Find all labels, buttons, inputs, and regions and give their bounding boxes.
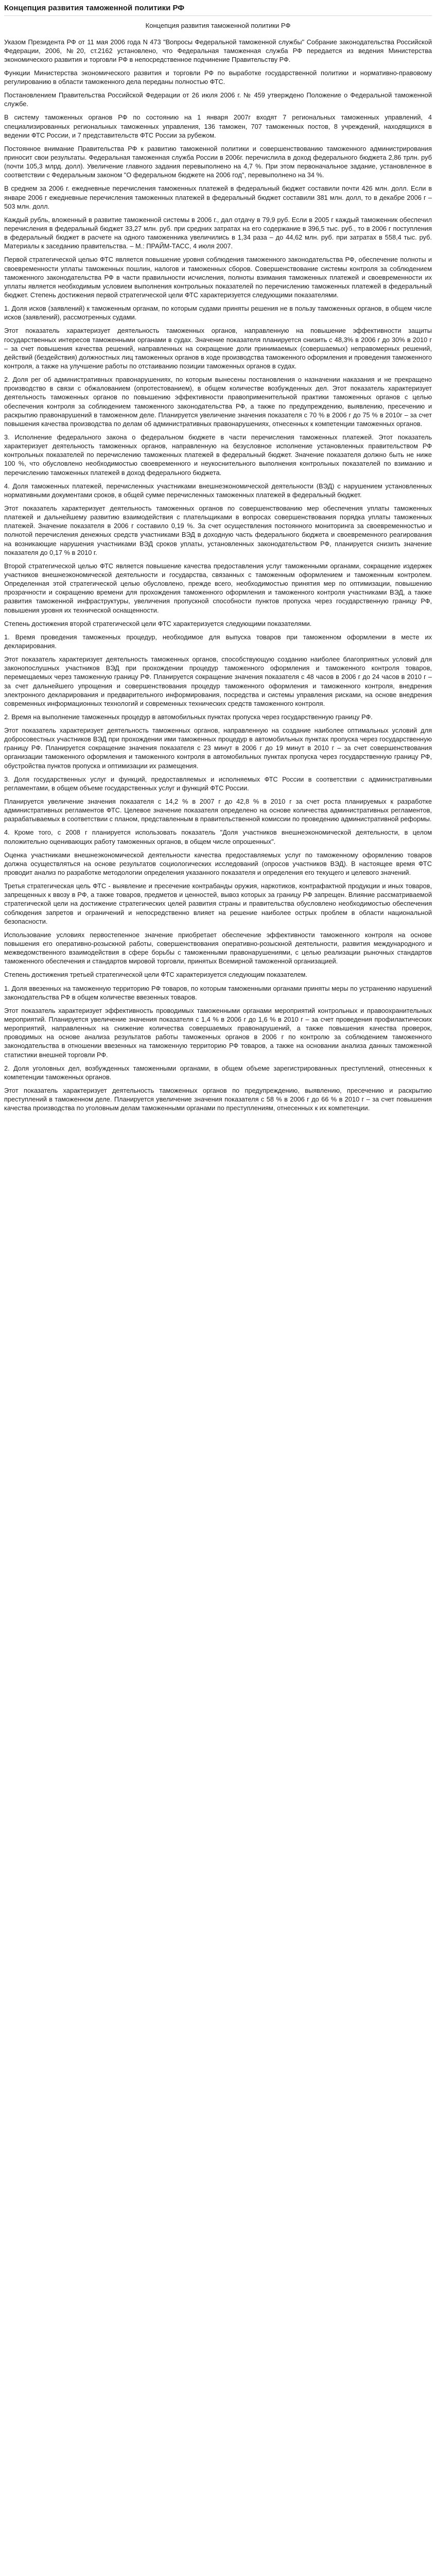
article-paragraph: Указом Президента РФ от 11 мая 2006 года N 473 "Вопросы Федеральной таможенной службы" Собрание законодательства Российской Федерации, 2006, №20, ст.2162 установлено, что Федеральная таможенная служба РФ передается из ведения Министерства экономического развития и торговли РФ в непосредственное подчинение Правительству РФ. bbox=[4, 38, 432, 63]
article-paragraph: Этот показатель характеризует деятельность таможенных органов, направленную на повышение эффективности защиты государственных интересов таможенными органами в судах. Значение показателя планируется снизить с 48,3% в 2006 г до 30% в 2010 г – за счет повышения качества решений, направленных на сокращение доли принимаемых (совершаемых) неправомерных решений, действий (бездействия) должностных лиц таможенных органов в ходе производства таможенного оформления и проведения таможенного контроля, а также на улучшение работы по отстаиванию позиции таможенных органов в судах. bbox=[4, 327, 432, 370]
article-paragraph: Третья стратегическая цель ФТС - выявление и пресечение контрабанды оружия, наркотиков, контрафактной продукции и иных товаров, запрещенных к ввозу в РФ, а также товаров, предметов и ценностей, вывоз которых за границу РФ запрещен. Влияние рассматриваемой стратегической цели на достижение стратегических целей развития страны и правительства обусловлено необходимостью обеспечения соблюдения запретов и ограничений и непосредственно влияет на решение наиболее острых проблем в области национальной безопасности. bbox=[4, 882, 432, 925]
article-paragraph: 1. Доля исков (заявлений) к таможенным органам, по которым судами приняты решения не в пользу таможенных органов, в общем числе исков (заявлений), рассмотренных судами. bbox=[4, 304, 432, 321]
article-paragraph: Степень достижения второй стратегической цели ФТС характеризуется следующими показателями. bbox=[4, 619, 312, 628]
article-paragraph: Этот показатель характеризует деятельность таможенных органов, направленную на создание наиболее оптимальных условий для добросовестных участников ВЭД при прохождении ими таможенных процедур в автомобильных пунктах пропуска через государственную границу РФ. Планируется сокращение значения показателя с 23 минут в 2006 г до 19 минут в 2010 г – за счет совершенствования организации таможенного оформления и таможенного контроля в автомобильных пунктах пропуска через государственную границу РФ, обустройства пунктов пропуска и оптимизации их размещения. bbox=[4, 726, 432, 770]
article-paragraph: Функции Министерства экономического развития и торговли РФ по выработке государственной политики и нормативно-правовому регулированию в области таможенного дела переданы полностью ФТС. bbox=[4, 69, 432, 86]
article-paragraph: В среднем за 2006 г. ежедневные перечисления таможенных платежей в федеральный бюджет составили почти 426 млн. долл. Если в январе 2006 г ежедневные перечисления таможенных платежей в федеральный бюджет составили 381 млн. долл, то в декабре 2006 г – 503 млн. долл. bbox=[4, 184, 432, 210]
article-paragraph: В систему таможенных органов РФ по состоянию на 1 января 2007г входят 7 региональных таможенных управлений, 4 специализированных региональных таможенных управления, 136 таможен, 707 таможенных постов, 8 учреждений, находящихся в ведении ФТС России, и 7 представительств ФТС России за рубежом. bbox=[4, 113, 432, 139]
article-paragraph: Степень достижения третьей стратегической цели ФТС характеризуется следующим показателем. bbox=[4, 971, 307, 979]
article-paragraph: 1. Время проведения таможенных процедур, необходимое для выпуска товаров при таможенном оформлении в месте их декларирования. bbox=[4, 633, 432, 650]
article-paragraph: Постоянное внимание Правительства РФ к развитию таможенной политики и совершенствованию таможенного администрирования приносит свои результаты. Федеральная таможенная служба России в 2006г. перечислила в доход федерального бюджета 2,86 трлн. руб (почти 105,3 млрд. долл). Увеличение главного задания перевыполнено на 4,7 %. При этом первоначальное задание, установленное в соответствии с Федеральным законом "О федеральном бюджете на 2006 год", перевыполнено на 34 %. bbox=[4, 144, 432, 179]
article-paragraph: Первой стратегической целью ФТС является повышение уровня соблюдения таможенного законодательства РФ, обеспечение полноты и своевременности уплаты таможенных пошлин, налогов и таможенных сборов. Совершенствование системы контроля за соблюдением таможенного законодательства РФ в части правильности исчисления, полноты взимания таможенных платежей и своевременности их уплаты является необходимым условием выполнения контрольных показателей по перечислению таможенных платежей в федеральный бюджет. Степень достижения первой стратегической цели ФТС характеризуется следующими показателями. bbox=[4, 256, 432, 299]
article-paragraph: Второй стратегической целью ФТС является повышение качества предоставления услуг таможенными органами, сокращение издержек участников внешнеэкономической деятельности и государства, связанных с таможенным оформлением и таможенным контролем. Определенная этой стратегической целью обусловлено, прежде всего, необходимостью принятия мер по оптимизации, повышению прозрачности и сокращению времени для прохождения таможенного оформления и таможенного контроля участниками ВЭД, а также развития таможенной инфраструктуры, увеличения пропускной способности пунктов пропуска через государственную границу РФ, повышения уровня их технической оснащенности. bbox=[4, 562, 432, 614]
article-paragraph: Постановлением Правительства Российской Федерации от 26 июля 2006 г. № 459 утверждено Положение о Федеральной таможенной службе. bbox=[4, 91, 432, 108]
article-paragraph: 4. Кроме того, с 2008 г планируется использовать показатель "Доля участников внешнеэкономической деятельности, в целом положительно оценивающих работу таможенных органов, в общем числе опрошенных". bbox=[4, 828, 432, 845]
article-paragraph: Оценка участниками внешнеэкономической деятельности качества предоставляемых услуг по таможенному оформлению товаров должна осуществляться на основе результатов социологических исследований (опросов участников ВЭД). В настоящее время ФТС проводит анализ по разработке методологии определения указанного показателя и определения его текущего и целевого значений. bbox=[4, 851, 432, 877]
article-paragraph: Планируется увеличение значения показателя с 14,2 % в 2007 г до 42,8 % в 2010 г за счет роста планируемых к разработке административных регламентов ФТС. Целевое значение показателя определено на основе количества административных регламентов, разрабатываемых в соответствии с планом, представленным в правительственной комиссии по проведению административной реформы. bbox=[4, 798, 432, 823]
page-heading: Концепция развития таможенной политики РФ bbox=[4, 3, 432, 16]
article-body bbox=[4, 38, 432, 1113]
article-paragraph: 3. Доля государственных услуг и функций, предоставляемых и исполняемых ФТС России в соответствии с административными регламентами, в общем объеме государственных услуг и функций ФТС России. bbox=[4, 775, 432, 792]
document-title: Концепция развития таможенной политики РФ bbox=[145, 22, 291, 30]
page-container bbox=[0, 0, 436, 1121]
article-paragraph: Этот показатель характеризует эффективность проводимых таможенными органами мероприятий контрольных и правоохранительных мероприятий. Планируется увеличение значения показателя с 1,4 % в 2006 г до 1,6 % в 2010 г – за счет проведения профилактических мероприятий, направленных на снижение количества совершаемых правонарушений, а также повышения качества проверок, проводимых на основе анализа результатов работы таможенных органов в 2006 г по контролю за соблюдением таможенного законодательства в отношении ввезенных на таможенную территорию РФ товаров, а также на основании анализа данных таможенной статистики внешней торговли РФ. bbox=[4, 1006, 432, 1059]
article-paragraph: 2. Доля уголовных дел, возбужденных таможенными органами, в общем объеме зарегистрированных преступлений, отнесенных к компетенции таможенных органов. bbox=[4, 1064, 432, 1081]
article-paragraph: 4. Доля таможенных платежей, перечисленных участниками внешнеэкономической деятельности (ВЭД) с нарушением установленных нормативными документами сроков, в общей сумме перечисленных таможенных платежей в федеральный бюджет. bbox=[4, 482, 432, 499]
article-paragraph: 2. Время на выполнение таможенных процедур в автомобильных пунктах пропуска через государственную границу РФ. bbox=[4, 713, 373, 721]
article-paragraph: Этот показатель характеризует деятельность таможенных органов по предупреждению, выявлению, пресечению и раскрытию преступлений в таможенном деле. Планируется увеличение значения показателя с 58 % в 2006 г до 66 % в 2010 г – за счет повышения качества производства по уголовным делам таможенными органами по преступлениям, отнесенных к их компетенции. bbox=[4, 1086, 432, 1112]
article-paragraph: 1. Доля ввезенных на таможенную территорию РФ товаров, по которым таможенными органами приняты меры по устранению нарушений законодательства РФ в общем количестве ввезенных товаров. bbox=[4, 984, 432, 1001]
article-paragraph: 3. Исполнение федерального закона о федеральном бюджете в части перечисления таможенных платежей. Этот показатель характеризует деятельность таможенных органов, направленную на безусловное исполнение установленных правительством РФ контрольных показателей по перечислению таможенных платежей в федеральный бюджет. Значение показателя должно быть не ниже 100 %, что обусловлено необходимостью своевременного и неукоснительного выполнения контрольных показателей по взиманию и перечислению таможенных платежей в доход федерального бюджета. bbox=[4, 433, 432, 477]
article-paragraph: Этот показатель характеризует деятельность таможенных органов, способствующую созданию наиболее благоприятных условий для законопослушных участников ВЭД при прохождении процедур таможенного оформления и таможенного контроля товаров, перемещаемых через таможенную границу РФ. Планируется сокращение значения показателя с 48 часов в 2006 г до 24 часов в 2010 г – за счет дальнейшего упрощения и совершенствования процедур таможенного оформления и таможенного контроля, внедрения электронного декларирования и предварительного информирования, посредства и системы управления рисками, на основе внедрения современных информационных технологий и современных технических средств таможенного контроля. bbox=[4, 655, 432, 707]
article-paragraph: 2. Доля рег об административных правонарушениях, по которым вынесены постановления о назначении наказания и не прекращено производство в связи с обжалованием (опротестованием), в общем количестве возбужденных дел. Этот показатель характеризует деятельность таможенных органов по повышению эффективности правоприменительной практики таможенных органов с целью обеспечения контроля за соблюдением таможенного законодательства РФ, а также по предупреждению, выявлению, пресечению и раскрытию правонарушений в таможенном деле. Планируется увеличение значения показателя с 70 % в 2006 г до 75 % в 2010г – за счет повышения качества производства по делам об административных правонарушениях, отнесенных к компетенции таможенных органов. bbox=[4, 376, 432, 428]
article-paragraph: Использование условиях первостепенное значение приобретает обеспечение эффективности таможенного контроля на основе повышения его оперативно-розыскной работы, совершенствования оперативно-розыскной деятельности, развития международного и межведомственного взаимодействия в сфере борьбы с таможенными правонарушениями, с целью реализации рыночных стандартов таможенного обеспечения и стандартов мировой торговли, принятых Всемирной таможенной организацией. bbox=[4, 930, 432, 965]
article-paragraph: Каждый рубль, вложенный в развитие таможенной системы в 2006 г., дал отдачу в 79,9 руб. Если в 2005 г каждый таможенник обеспечил перечисления в федеральный бюджет 33,27 млн. руб. при средних затратах на его содержание в 396,5 тыс. руб., то в 2006 г поступления в федеральный бюджет в расчете на одного таможенника увеличились в 1,34 раза – до 44,62 млн. руб. при затратах в 558,4 тыс. руб. Материалы к заседанию правительства. – М.: ПРАЙМ-ТАСС, 4 июля 2007. bbox=[4, 215, 432, 250]
article-paragraph: Этот показатель характеризует деятельность таможенных органов по совершенствованию мер обеспечения уплаты таможенных платежей и дальнейшему развитию взаимодействия с плательщиками в вопросах совершенствования порядка уплаты таможенных платежей. Значение показателя в 2006 г составило 0,19 %. За счет осуществления постоянного мониторинга за своевременностью и полнотой перечисления денежных средств участниками ВЭД в доходную часть федерального бюджета и своевременного реагирования на возникающие нарушения участниками ВЭД сроков уплаты, установленных законодательством РФ, планируется снизить значение показателя до 0,17 % в 2010 г. bbox=[4, 504, 432, 556]
